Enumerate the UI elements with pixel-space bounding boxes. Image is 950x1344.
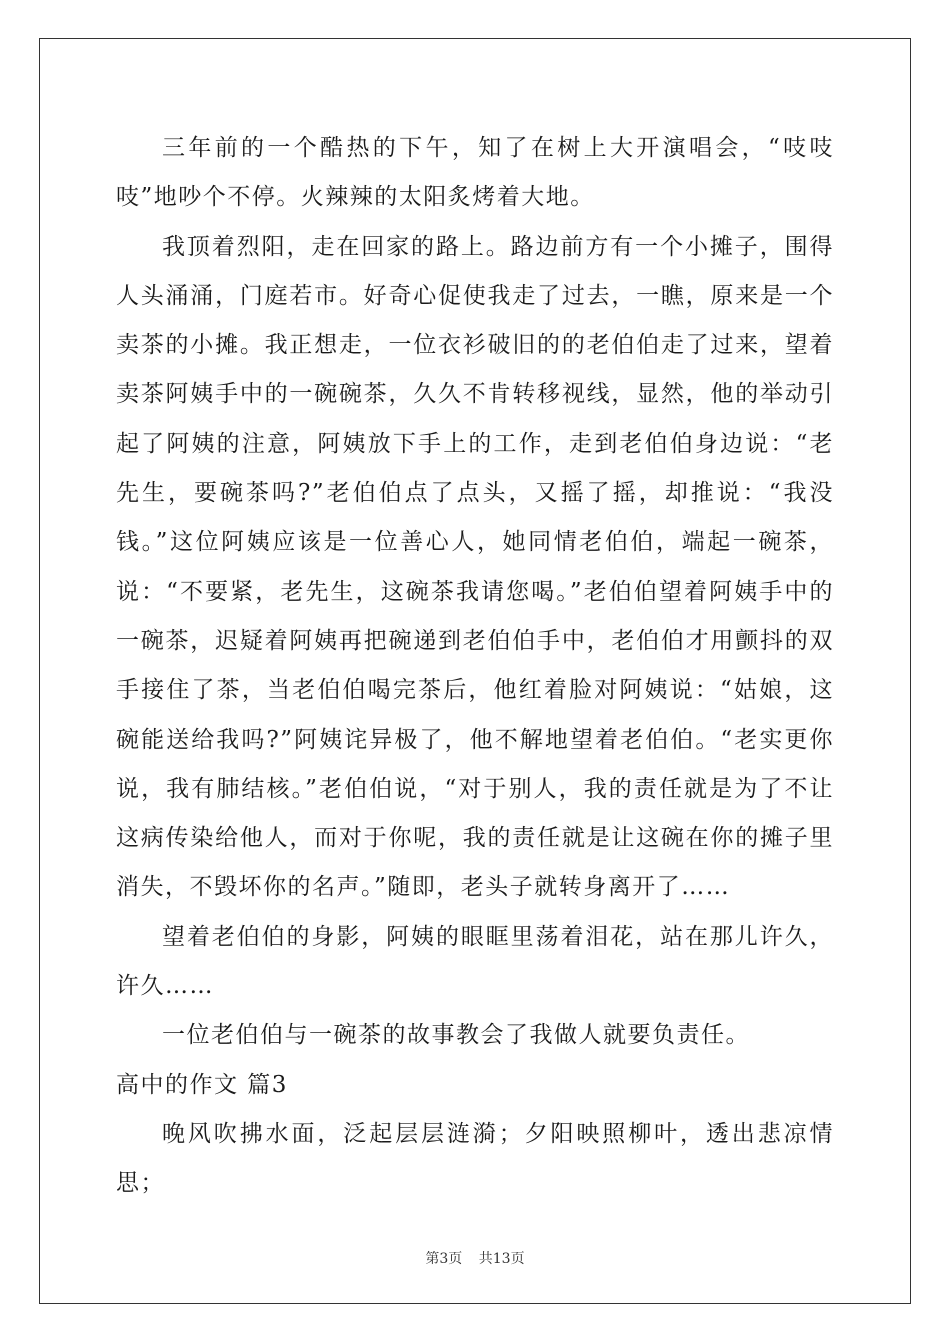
paragraph-1: 三年前的一个酷热的下午，知了在树上大开演唱会，“吱吱吱”地吵个不停。火辣辣的太阳炙烤着大地。 [116,135,834,211]
paragraph-3: 望着老伯伯的身影，阿姨的眼眶里荡着泪花，站在那儿许久，许久…… [116,923,834,1000]
page-total: 共13页 [478,1251,525,1267]
page-number: 第3页 [425,1251,463,1267]
paragraph-4: 一位老伯伯与一碗茶的故事教会了我做人就要负责任。 [162,1022,750,1049]
paragraph-2: 我顶着烈阳，走在回家的路上。路边前方有一个小摊子，围得人头涌涌，门庭若市。好奇心促使我走了过去，一瞧，原来是一个卖茶的小摊。我正想走，一位衣衫破旧的的老伯伯走了过来，望着卖茶阿姨手中的一碗碗茶，久久不肯转移视线，显然，他的举动引起了阿姨的注意，阿姨放下手上的工作，走到老伯伯身边说：“老先生，要碗茶吗?”老伯伯点了点头，又摇了摇，却推说：“我没钱。”这位阿姨应该是一位善心人，她同情老伯伯，端起一碗茶，说：“不要紧，老先生，这碗茶我请您喝。”老伯伯望着阿姨手中的一碗茶，迟疑着阿姨再把碗递到老伯伯手中，老伯伯才用颤抖的双手接住了茶，当老伯伯喝完茶后，他红着脸对阿姨说：“姑娘，这碗能送给我吗?”阿姨诧异极了，他不解地望着老伯伯。“老实更你说，我有肺结核。”老伯伯说，“对于别人，我的责任就是为了不让这病传染给他人，而对于你呢，我的责任就是让这碗在你的摊子里消失，不毁坏你的名声。”随即，老头子就转身离开了…… [116,233,834,901]
document-body [116,124,834,1209]
section-heading: 高中的作文 篇3 [116,1071,288,1098]
paragraph-5: 晚风吹拂水面，泛起层层涟漪；夕阳映照柳叶，透出悲凉情思； [116,1120,834,1197]
page-footer [0,1248,950,1268]
